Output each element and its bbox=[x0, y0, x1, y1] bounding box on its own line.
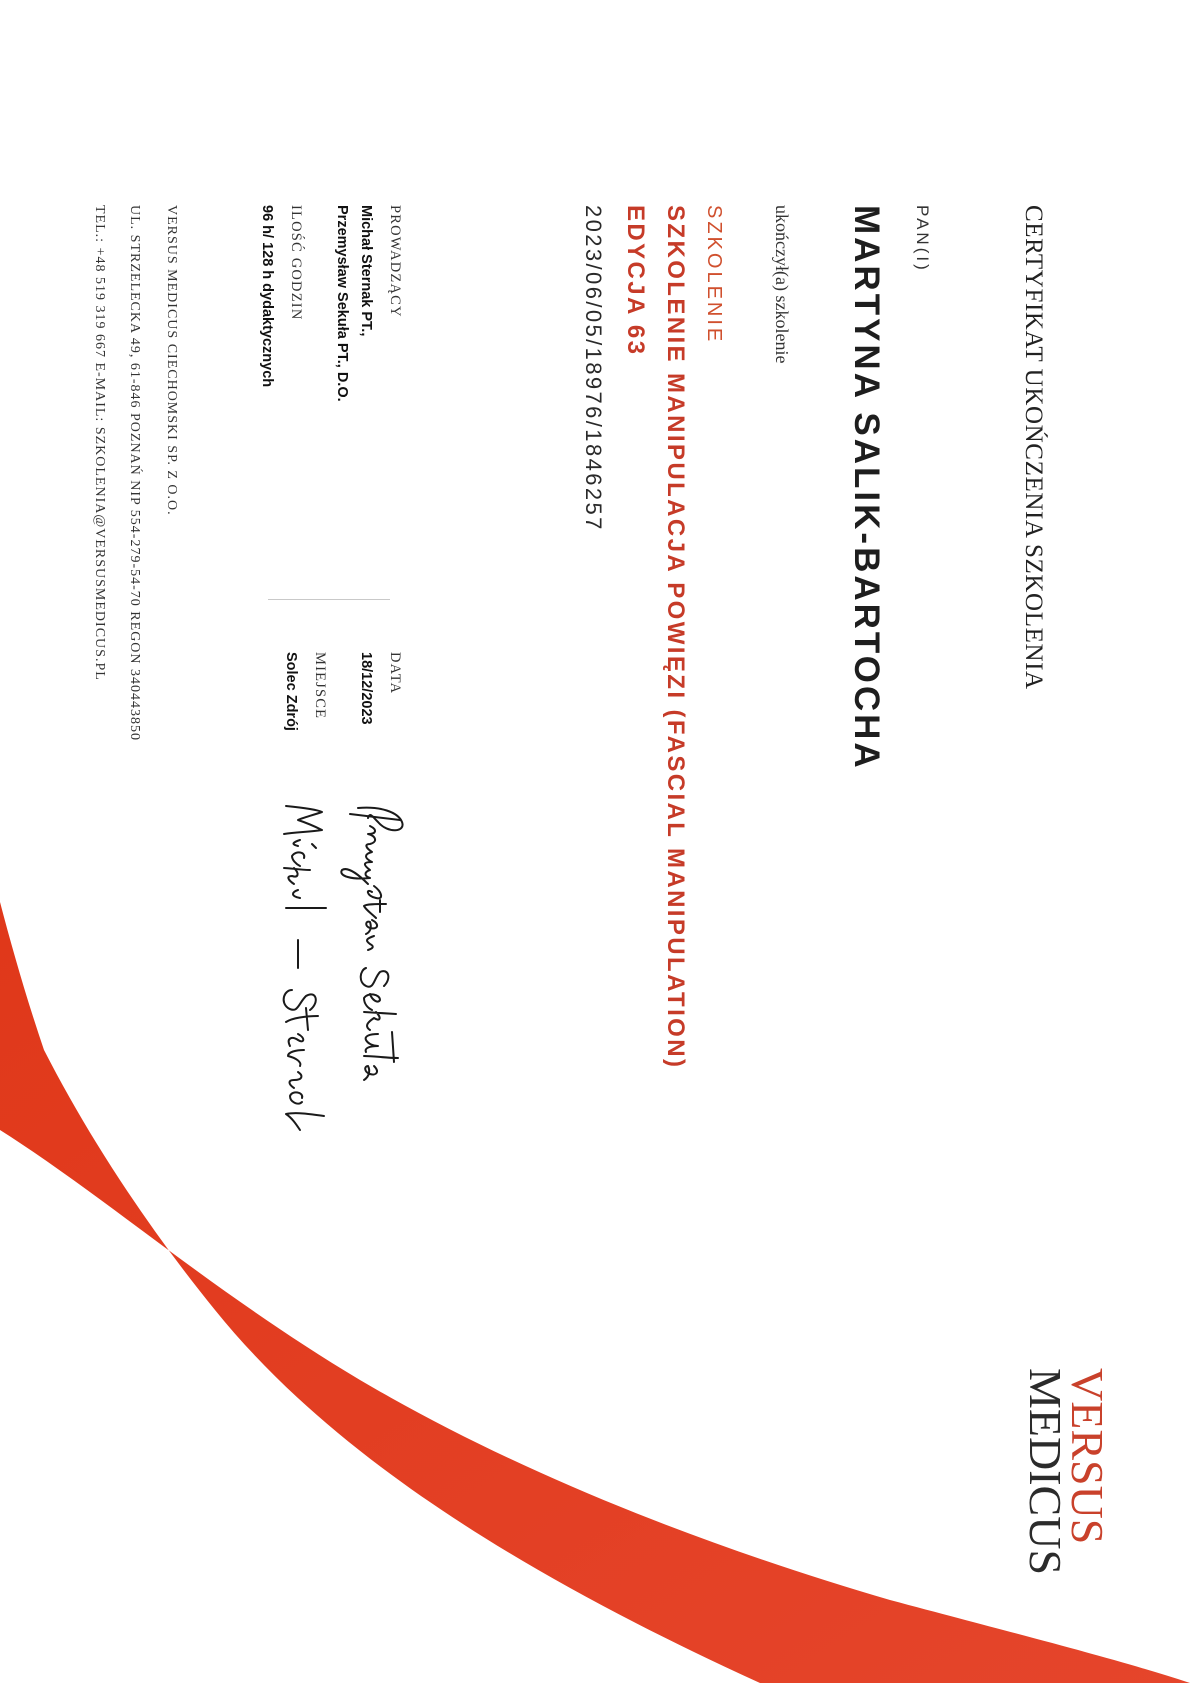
trainer-name: Przemysław Sekuła PT., D.O. bbox=[334, 205, 350, 402]
footer-company: VERSUS MEDICUS CIECHOMSKI SP. Z O.O. bbox=[164, 205, 179, 516]
certificate-title: CERTYFIKAT UKOŃCZENIA SZKOLENIA bbox=[1020, 205, 1047, 690]
course-name: SZKOLENIE MANIPULACJA POWIĘZI (FASCIAL MANIPULATION) bbox=[662, 205, 689, 1070]
certificate-number: 2023/06/05/18976/1846257 bbox=[581, 205, 606, 532]
salutation: PAN(I) bbox=[913, 205, 932, 273]
hours-label: ILOŚĆ GODZIN bbox=[288, 205, 304, 321]
hours-value: 96 h/ 128 h dydaktycznych bbox=[259, 205, 275, 388]
signature-sekula bbox=[341, 808, 402, 1080]
signatures bbox=[260, 800, 410, 1260]
date-value: 18/12/2023 bbox=[358, 652, 374, 725]
place-value: Solec Zdrój bbox=[283, 652, 299, 731]
signature-sternak bbox=[284, 806, 326, 1130]
trainers-label: PROWADZĄCY bbox=[387, 205, 403, 318]
footer-address: UL. STRZELECKA 49, 61-846 POZNAŃ NIP 554-279-54-70 REGON 340443850 bbox=[127, 205, 142, 742]
details-divider bbox=[268, 599, 390, 600]
completion-text: ukończył(a) szkolenie bbox=[772, 205, 792, 364]
footer-contact: TEL.: +48 519 319 667 E-MAIL: SZKOLENIA@VERSUSMEDICUS.PL bbox=[92, 205, 107, 681]
logo-medicus: MEDICUS bbox=[1020, 1368, 1071, 1576]
recipient-name: MARTYNA SALIK-BARTOCHA bbox=[847, 205, 886, 771]
trainer-name: Michał Sternak PT., bbox=[358, 205, 374, 337]
course-label: SZKOLENIE bbox=[703, 205, 725, 345]
logo-versus: VERSUS bbox=[1062, 1368, 1113, 1545]
place-label: MIEJSCE bbox=[312, 652, 328, 720]
date-label: DATA bbox=[387, 652, 403, 695]
course-edition: EDYCJA 63 bbox=[622, 205, 649, 357]
